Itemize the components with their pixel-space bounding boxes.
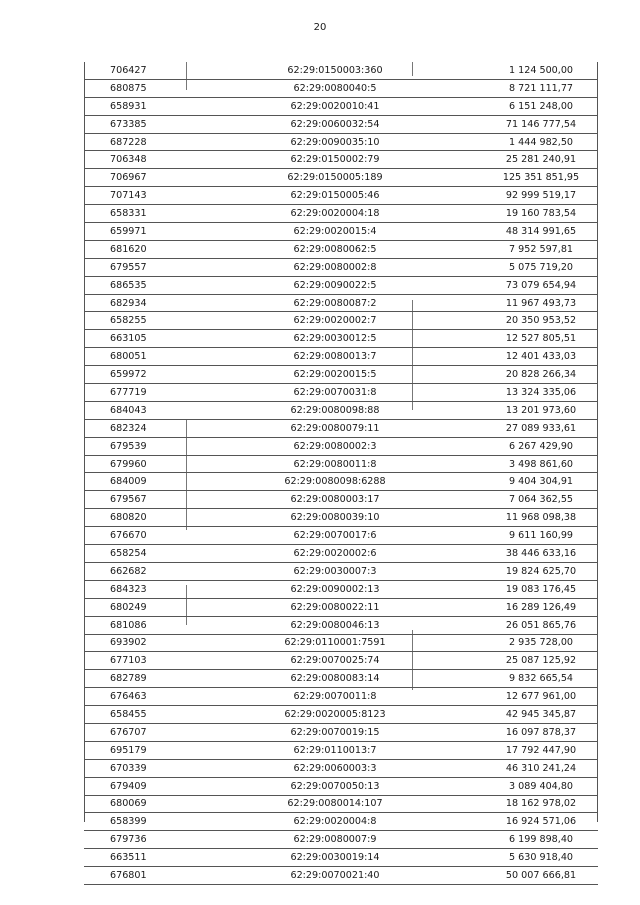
cadastral-value-cell: 25 281 240,91 bbox=[484, 151, 598, 169]
table-row bbox=[84, 276, 598, 294]
object-id-cell: 681086 bbox=[84, 616, 186, 634]
object-id-cell: 670339 bbox=[84, 759, 186, 777]
cadastral-number-cell: 62:29:0110013:7 bbox=[186, 741, 484, 759]
cadastral-value-cell: 8 721 111,77 bbox=[484, 79, 598, 97]
cadastral-value-cell: 5 075 719,20 bbox=[484, 258, 598, 276]
object-id-cell: 679567 bbox=[84, 491, 186, 509]
cadastral-value-cell: 11 968 098,38 bbox=[484, 509, 598, 527]
object-id-cell: 659971 bbox=[84, 223, 186, 241]
cadastral-number-cell: 62:29:0020002:6 bbox=[186, 545, 484, 563]
table-row bbox=[84, 187, 598, 205]
table-row bbox=[84, 151, 598, 169]
object-id-cell: 695179 bbox=[84, 741, 186, 759]
cadastral-number-cell: 62:29:0090022:5 bbox=[186, 276, 484, 294]
cadastral-value-cell: 13 324 335,06 bbox=[484, 384, 598, 402]
table-row bbox=[84, 831, 598, 849]
object-id-cell: 663105 bbox=[84, 330, 186, 348]
cadastral-value-table bbox=[84, 62, 598, 885]
cadastral-number-cell: 62:29:0150005:189 bbox=[186, 169, 484, 187]
cadastral-value-cell: 92 999 519,17 bbox=[484, 187, 598, 205]
object-id-cell: 679539 bbox=[84, 437, 186, 455]
object-id-cell: 681620 bbox=[84, 240, 186, 258]
object-id-cell: 684323 bbox=[84, 580, 186, 598]
table-row bbox=[84, 509, 598, 527]
object-id-cell: 706967 bbox=[84, 169, 186, 187]
cadastral-number-cell: 62:29:0080022:11 bbox=[186, 598, 484, 616]
cadastral-number-cell: 62:29:0080011:8 bbox=[186, 455, 484, 473]
table-row bbox=[84, 223, 598, 241]
table-row bbox=[84, 777, 598, 795]
cadastral-number-cell: 62:29:0080062:5 bbox=[186, 240, 484, 258]
table-row bbox=[84, 849, 598, 867]
cadastral-value-cell: 125 351 851,95 bbox=[484, 169, 598, 187]
cadastral-number-cell: 62:29:0070031:8 bbox=[186, 384, 484, 402]
cadastral-value-cell: 11 967 493,73 bbox=[484, 294, 598, 312]
object-id-cell: 687228 bbox=[84, 133, 186, 151]
cadastral-number-cell: 62:29:0080014:107 bbox=[186, 795, 484, 813]
cadastral-number-cell: 62:29:0070019:15 bbox=[186, 723, 484, 741]
object-id-cell: 662682 bbox=[84, 562, 186, 580]
table-row bbox=[84, 652, 598, 670]
cadastral-value-cell: 38 446 633,16 bbox=[484, 545, 598, 563]
cadastral-number-cell: 62:29:0020015:4 bbox=[186, 223, 484, 241]
cadastral-value-cell: 6 199 898,40 bbox=[484, 831, 598, 849]
cadastral-number-cell: 62:29:0090035:10 bbox=[186, 133, 484, 151]
object-id-cell: 680875 bbox=[84, 79, 186, 97]
cadastral-number-cell: 62:29:0080007:9 bbox=[186, 831, 484, 849]
table-row bbox=[84, 473, 598, 491]
cadastral-number-cell: 62:29:0070021:40 bbox=[186, 867, 484, 885]
object-id-cell: 658254 bbox=[84, 545, 186, 563]
cadastral-number-cell: 62:29:0020002:7 bbox=[186, 312, 484, 330]
cadastral-number-cell: 62:29:0030012:5 bbox=[186, 330, 484, 348]
table-row bbox=[84, 115, 598, 133]
cadastral-value-cell: 26 051 865,76 bbox=[484, 616, 598, 634]
object-id-cell: 706427 bbox=[84, 62, 186, 79]
table-body bbox=[84, 62, 598, 884]
object-id-cell: 680069 bbox=[84, 795, 186, 813]
object-id-cell: 677103 bbox=[84, 652, 186, 670]
cadastral-value-cell: 12 677 961,00 bbox=[484, 688, 598, 706]
cadastral-number-cell: 62:29:0020005:8123 bbox=[186, 706, 484, 724]
cadastral-value-cell: 16 924 571,06 bbox=[484, 813, 598, 831]
cadastral-number-cell: 62:29:0080039:10 bbox=[186, 509, 484, 527]
cadastral-value-cell: 25 087 125,92 bbox=[484, 652, 598, 670]
object-id-cell: 658399 bbox=[84, 813, 186, 831]
object-id-cell: 686535 bbox=[84, 276, 186, 294]
table-row bbox=[84, 348, 598, 366]
object-id-cell: 684043 bbox=[84, 401, 186, 419]
table-row bbox=[84, 97, 598, 115]
cadastral-value-cell: 19 160 783,54 bbox=[484, 205, 598, 223]
cadastral-value-cell: 19 824 625,70 bbox=[484, 562, 598, 580]
table-row bbox=[84, 706, 598, 724]
cadastral-value-cell: 12 527 805,51 bbox=[484, 330, 598, 348]
cadastral-value-cell: 7 064 362,55 bbox=[484, 491, 598, 509]
object-id-cell: 682934 bbox=[84, 294, 186, 312]
cadastral-value-cell: 3 089 404,80 bbox=[484, 777, 598, 795]
table-row bbox=[84, 258, 598, 276]
cadastral-number-cell: 62:29:0150005:46 bbox=[186, 187, 484, 205]
object-id-cell: 676463 bbox=[84, 688, 186, 706]
table-row bbox=[84, 670, 598, 688]
table-row bbox=[84, 312, 598, 330]
table-row bbox=[84, 527, 598, 545]
cadastral-value-cell: 12 401 433,03 bbox=[484, 348, 598, 366]
table-row bbox=[84, 688, 598, 706]
object-id-cell: 679557 bbox=[84, 258, 186, 276]
table-row bbox=[84, 867, 598, 885]
cadastral-number-cell: 62:29:0020015:5 bbox=[186, 366, 484, 384]
object-id-cell: 679736 bbox=[84, 831, 186, 849]
cadastral-value-cell: 1 444 982,50 bbox=[484, 133, 598, 151]
cadastral-value-cell: 50 007 666,81 bbox=[484, 867, 598, 885]
cadastral-number-cell: 62:29:0080098:88 bbox=[186, 401, 484, 419]
cadastral-number-cell: 62:29:0020004:18 bbox=[186, 205, 484, 223]
object-id-cell: 676670 bbox=[84, 527, 186, 545]
table-row bbox=[84, 133, 598, 151]
cadastral-number-cell: 62:29:0080087:2 bbox=[186, 294, 484, 312]
object-id-cell: 684009 bbox=[84, 473, 186, 491]
table-row bbox=[84, 598, 598, 616]
cadastral-value-cell: 46 310 241,24 bbox=[484, 759, 598, 777]
object-id-cell: 679960 bbox=[84, 455, 186, 473]
cadastral-value-cell: 73 079 654,94 bbox=[484, 276, 598, 294]
table-row bbox=[84, 759, 598, 777]
cadastral-number-cell: 62:29:0070025:74 bbox=[186, 652, 484, 670]
table-row bbox=[84, 62, 598, 79]
cadastral-value-cell: 18 162 978,02 bbox=[484, 795, 598, 813]
object-id-cell: 658931 bbox=[84, 97, 186, 115]
cadastral-number-cell: 62:29:0020010:41 bbox=[186, 97, 484, 115]
table-row bbox=[84, 491, 598, 509]
table-row bbox=[84, 401, 598, 419]
table-row bbox=[84, 294, 598, 312]
cadastral-value-cell: 9 832 665,54 bbox=[484, 670, 598, 688]
object-id-cell: 663511 bbox=[84, 849, 186, 867]
cadastral-value-cell: 17 792 447,90 bbox=[484, 741, 598, 759]
object-id-cell: 682789 bbox=[84, 670, 186, 688]
cadastral-number-cell: 62:29:0080046:13 bbox=[186, 616, 484, 634]
cadastral-number-cell: 62:29:0030007:3 bbox=[186, 562, 484, 580]
object-id-cell: 658455 bbox=[84, 706, 186, 724]
cadastral-number-cell: 62:29:0150003:360 bbox=[186, 62, 484, 79]
cadastral-value-cell: 71 146 777,54 bbox=[484, 115, 598, 133]
object-id-cell: 680820 bbox=[84, 509, 186, 527]
cadastral-number-cell: 62:29:0080040:5 bbox=[186, 79, 484, 97]
object-id-cell: 673385 bbox=[84, 115, 186, 133]
object-id-cell: 680051 bbox=[84, 348, 186, 366]
object-id-cell: 676707 bbox=[84, 723, 186, 741]
cadastral-value-cell: 6 267 429,90 bbox=[484, 437, 598, 455]
cadastral-number-cell: 62:29:0080002:3 bbox=[186, 437, 484, 455]
object-id-cell: 677719 bbox=[84, 384, 186, 402]
cadastral-value-cell: 1 124 500,00 bbox=[484, 62, 598, 79]
table-row bbox=[84, 169, 598, 187]
table-row bbox=[84, 205, 598, 223]
cadastral-value-cell: 7 952 597,81 bbox=[484, 240, 598, 258]
table-row bbox=[84, 419, 598, 437]
cadastral-value-cell: 6 151 248,00 bbox=[484, 97, 598, 115]
table-row bbox=[84, 240, 598, 258]
cadastral-number-cell: 62:29:0060032:54 bbox=[186, 115, 484, 133]
cadastral-value-cell: 13 201 973,60 bbox=[484, 401, 598, 419]
table-row bbox=[84, 580, 598, 598]
cadastral-value-cell: 48 314 991,65 bbox=[484, 223, 598, 241]
cadastral-number-cell: 62:29:0020004:8 bbox=[186, 813, 484, 831]
table-row bbox=[84, 330, 598, 348]
table-row bbox=[84, 616, 598, 634]
cadastral-number-cell: 62:29:0080003:17 bbox=[186, 491, 484, 509]
table-row bbox=[84, 634, 598, 652]
table-row bbox=[84, 813, 598, 831]
cadastral-number-cell: 62:29:0070050:13 bbox=[186, 777, 484, 795]
cadastral-number-cell: 62:29:0060003:3 bbox=[186, 759, 484, 777]
cadastral-value-cell: 16 097 878,37 bbox=[484, 723, 598, 741]
cadastral-value-cell: 5 630 918,40 bbox=[484, 849, 598, 867]
object-id-cell: 658255 bbox=[84, 312, 186, 330]
table-row bbox=[84, 741, 598, 759]
cadastral-number-cell: 62:29:0090002:13 bbox=[186, 580, 484, 598]
table-row bbox=[84, 795, 598, 813]
object-id-cell: 682324 bbox=[84, 419, 186, 437]
object-id-cell: 693902 bbox=[84, 634, 186, 652]
page-number: 20 bbox=[313, 22, 327, 33]
cadastral-value-cell: 19 083 176,45 bbox=[484, 580, 598, 598]
table-row bbox=[84, 455, 598, 473]
cadastral-value-cell: 3 498 861,60 bbox=[484, 455, 598, 473]
cadastral-value-cell: 20 350 953,52 bbox=[484, 312, 598, 330]
object-id-cell: 706348 bbox=[84, 151, 186, 169]
object-id-cell: 676801 bbox=[84, 867, 186, 885]
cadastral-number-cell: 62:29:0070017:6 bbox=[186, 527, 484, 545]
cadastral-number-cell: 62:29:0080013:7 bbox=[186, 348, 484, 366]
table-row bbox=[84, 384, 598, 402]
cadastral-number-cell: 62:29:0080083:14 bbox=[186, 670, 484, 688]
cadastral-number-cell: 62:29:0080079:11 bbox=[186, 419, 484, 437]
table-row bbox=[84, 545, 598, 563]
table-row bbox=[84, 562, 598, 580]
cadastral-value-cell: 27 089 933,61 bbox=[484, 419, 598, 437]
cadastral-value-cell: 9 611 160,99 bbox=[484, 527, 598, 545]
cadastral-value-cell: 20 828 266,34 bbox=[484, 366, 598, 384]
object-id-cell: 658331 bbox=[84, 205, 186, 223]
cadastral-value-cell: 42 945 345,87 bbox=[484, 706, 598, 724]
cadastral-value-cell: 16 289 126,49 bbox=[484, 598, 598, 616]
cadastral-number-cell: 62:29:0110001:7591 bbox=[186, 634, 484, 652]
table-row bbox=[84, 79, 598, 97]
cadastral-value-cell: 9 404 304,91 bbox=[484, 473, 598, 491]
table-row bbox=[84, 723, 598, 741]
cadastral-number-cell: 62:29:0080002:8 bbox=[186, 258, 484, 276]
cadastral-number-cell: 62:29:0030019:14 bbox=[186, 849, 484, 867]
cadastral-number-cell: 62:29:0080098:6288 bbox=[186, 473, 484, 491]
table-row bbox=[84, 437, 598, 455]
cadastral-number-cell: 62:29:0150002:79 bbox=[186, 151, 484, 169]
cadastral-value-cell: 2 935 728,00 bbox=[484, 634, 598, 652]
object-id-cell: 659972 bbox=[84, 366, 186, 384]
object-id-cell: 679409 bbox=[84, 777, 186, 795]
table-row bbox=[84, 366, 598, 384]
object-id-cell: 680249 bbox=[84, 598, 186, 616]
object-id-cell: 707143 bbox=[84, 187, 186, 205]
cadastral-number-cell: 62:29:0070011:8 bbox=[186, 688, 484, 706]
